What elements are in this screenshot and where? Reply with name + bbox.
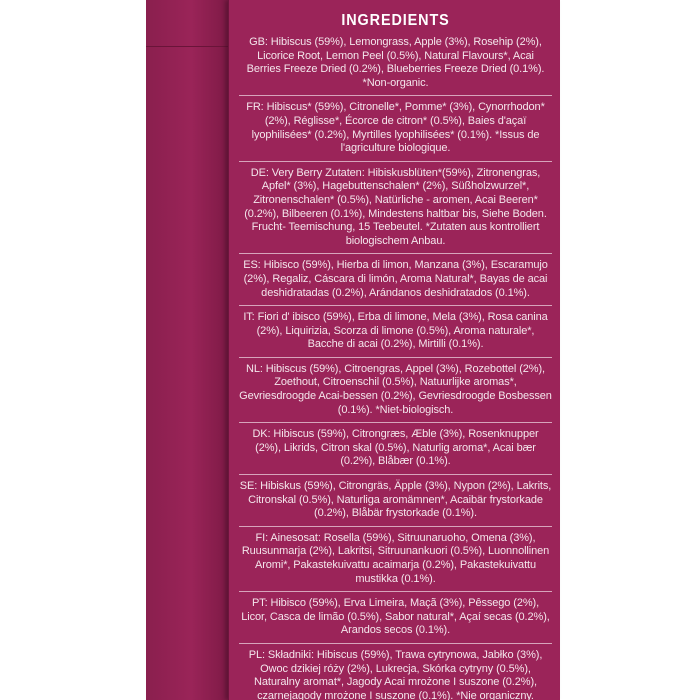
ingredients-panel [228,0,560,700]
ingredients-gb: GB: Hibiscus (59%), Lemongrass, Apple (3%), Rosehip (2%), Licorice Root, Lemon Peel (0.5%), Natural Flavours*, Acai Berries Freeze Dried (0.2%), Blueberries Freeze Dried (0.1%). *Non-organic. [239,36,552,96]
ingredients-pl: PL: Składniki: Hibiscus (59%), Trawa cytrynowa, Jabłko (3%), Owoc dzikiej róży (2%), Lukrecja, Skórka cytryny (0.5%), Naturalny aromat*, Jagody Acai mrożone I suszone (0.2%), czarnejagody mrożone I suszone (0.1%). *Nie organiczny. [248,648,543,700]
ingredients-pt: PT: Hibisco (59%), Erva Limeira, Maçã (3%), Pêssego (2%), Licor, Casca de limão (0.5%), Sabor natural*, Açaí secas (0.2%), Arandos secos (0.1%). [239,597,552,644]
ingredients-se: SE: Hibiskus (59%), Citrongräs, Äpple (3%), Nypon (2%), Lakrits, Citronskal (0.5%), Naturliga aromämnen*, Acaibär frystorkade (0.2%), Blåbär frystorkade (0.1%). [239,480,552,527]
ingredients-fi: FI: Ainesosat: Rosella (59%), Sitruunaruoho, Omena (3%), Ruusunmarja (2%), Lakritsi, Sitruunankuori (0.5%), Luonnollinen Aromi*, Pakastekuivattu acaimarja (0.2%), Pakastekuivattu mustikka (0.1%). [239,532,552,592]
ingredients-it: IT: Fiori d' ibisco (59%), Erba di limone, Mela (3%), Rosa canina (2%), Liquirizia, Scorza di limone (0.5%), Aroma naturale*, Bacche di acai (0.2%), Mirtilli (0.1%). [239,311,552,358]
ingredients-nl: NL: Hibiscus (59%), Citroengras, Appel (3%), Rozebottel (2%), Zoethout, Citroenschil (0.5%), Natuurlijke aromas*, Gevriesdroogde Acai-bessen (0.2%), Gevriesdroogde Bosbessen (0.1%). *Niet-biologisch. [239,363,552,423]
box-side-panel [146,0,228,700]
ingredients-de: DE: Very Berry Zutaten: Hibiskusblüten*(59%), Zitronengras, Apfel* (3%), Hagebuttenschalen* (2%), Süßholzwurzel*, Zitronenschalen* (0.5%), Natürliche - aromen, Acai Beeren* (0.2%), Bilbeeren (0.1%), Mindestens haltbar bis, Siehe Boden. Frucht- Teemischung, 15 Teebeutel. *Zutaten aus kontrolliert biologischem Anbau. [239,167,552,255]
ingredients-fr: FR: Hibiscus* (59%), Citronelle*, Pomme* (3%), Cynorrhodon* (2%), Réglisse*, Écorce de citron* (0.5%), Baies d'açaï lyophilisées* (0.2%), Myrtilles lyophilisées* (0.1%). *Issus de l'agriculture biologique. [239,101,552,161]
ingredients-content [239,12,552,700]
ingredients-heading: INGREDIENTS [341,12,450,29]
ingredients-dk: DK: Hibiscus (59%), Citrongræs, Æble (3%), Rosenknupper (2%), Likrids, Citron skal (0.5%), Naturlig aroma*, Acai bær (0.2%), Blåbær (0.1%). [239,428,552,475]
ingredients-es: ES: Hibisco (59%), Hierba di limon, Manzana (3%), Escaramujo (2%), Regaliz, Cáscara di limón, Aroma Natural*, Bayas de acai deshidratadas (0.2%), Arándanos deshidratados (0.1%). [239,259,552,306]
